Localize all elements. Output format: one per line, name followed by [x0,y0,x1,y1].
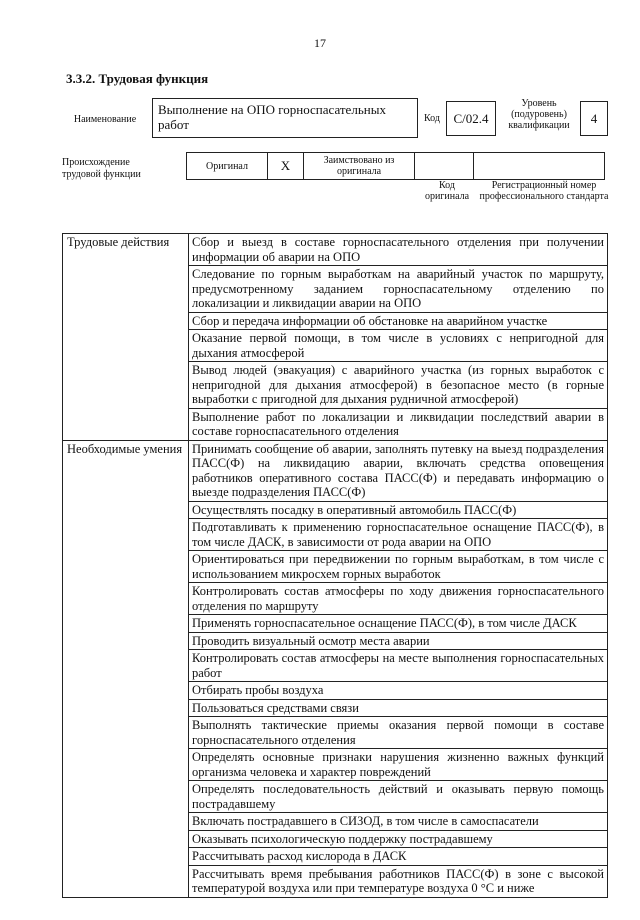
section-item: Выполнение работ по локализации и ликвидации последствий аварии в составе горноспасательного отделения [189,408,608,440]
function-details-table [62,233,608,898]
reg-number-label: Регистрационный номер профессионального стандарта [479,180,609,202]
section-item: Оказание первой помощи, в том числе в условиях с непригодной для дыхания атмосферой [189,330,608,362]
section-item: Контролировать состав атмосферы на месте выполнения горноспасательных работ [189,650,608,682]
origin-table [186,152,605,180]
code-original-label: Код оригинала [424,180,470,202]
page-number: 17 [314,36,326,50]
section-item: Определять основные признаки нарушения жизненно важных функций организма человека и характер повреждений [189,749,608,781]
borrowed-cell: Заимствовано из оригинала [304,153,415,180]
section-item: Рассчитывать время пребывания работников ПАСС(Ф) в зоне с высокой температурой воздуха или при температуре воздуха 0 °С и ниже [189,865,608,897]
table-row [63,440,608,501]
function-name-box: Выполнение на ОПО горноспасательных работ [152,98,418,138]
section-label: Необходимые умения [63,440,189,897]
section-item: Ориентироваться при передвижении по горным выработкам, в том числе с использованием микросхем горных выработок [189,551,608,583]
function-code-box: С/02.4 [446,101,496,136]
section-label: Трудовые действия [63,234,189,441]
section-item: Контролировать состав атмосферы по ходу движения горноспасательного отделения по маршруту [189,583,608,615]
section-item: Принимать сообщение об аварии, заполнять путевку на выезд подразделения ПАСС(Ф) на ликвидацию аварии, включать средства оповещения работников оперативного состава ПАСС(Ф) и передавать информацию о выезде подразделения ПАСС(Ф) [189,440,608,501]
level-label-line-1: Уровень [521,98,557,109]
section-item: Следование по горным выработкам на аварийный участок по маршруту, предусмотренному заданием горноспасательному отделению по локализации и ликвидации аварии на ОПО [189,266,608,313]
origin-label: Происхождение трудовой функции [62,157,141,180]
code-original-cell [415,153,474,180]
qualification-level-box: 4 [580,101,608,136]
level-label-line-2: (подуровень) [511,109,567,120]
level-label-line-3: квалификации [508,120,570,131]
section-item: Рассчитывать расход кислорода в ДАСК [189,848,608,866]
section-heading: 3.3.2. Трудовая функция [66,71,209,86]
section-item: Вывод людей (эвакуация) с аварийного участка (из горных выработок с непригодной для дыхания атмосферой) в безопасное место (в горные выработки с пригодной для дыхания рудничной атмосферой) [189,362,608,409]
level-label [500,98,578,131]
section-item: Отбирать пробы воздуха [189,682,608,700]
section-item: Осуществлять посадку в оперативный автомобиль ПАСС(Ф) [189,501,608,519]
original-mark: Х [268,153,304,180]
original-cell: Оригинал [187,153,268,180]
section-item: Сбор и передача информации об обстановке на аварийном участке [189,312,608,330]
code-label: Код [424,113,440,124]
name-label: Наименование [73,114,137,125]
section-item: Включать пострадавшего в СИЗОД, в том числе в самоспасатели [189,813,608,831]
reg-number-cell [474,153,605,180]
section-item: Определять последовательность действий и оказывать первую помощь пострадавшему [189,781,608,813]
section-item: Применять горноспасательное оснащение ПАСС(Ф), в том числе ДАСК [189,615,608,633]
section-item: Оказывать психологическую поддержку пострадавшему [189,830,608,848]
section-item: Выполнять тактические приемы оказания первой помощи в составе горноспасательного отделения [189,717,608,749]
section-item: Пользоваться средствами связи [189,699,608,717]
section-item: Проводить визуальный осмотр места аварии [189,632,608,650]
section-item: Подготавливать к применению горноспасательное оснащение ПАСС(Ф), в том числе ДАСК, в зависимости от рода аварии на ОПО [189,519,608,551]
section-item: Сбор и выезд в составе горноспасательного отделения при получении информации об аварии на ОПО [189,234,608,266]
table-row [63,234,608,266]
